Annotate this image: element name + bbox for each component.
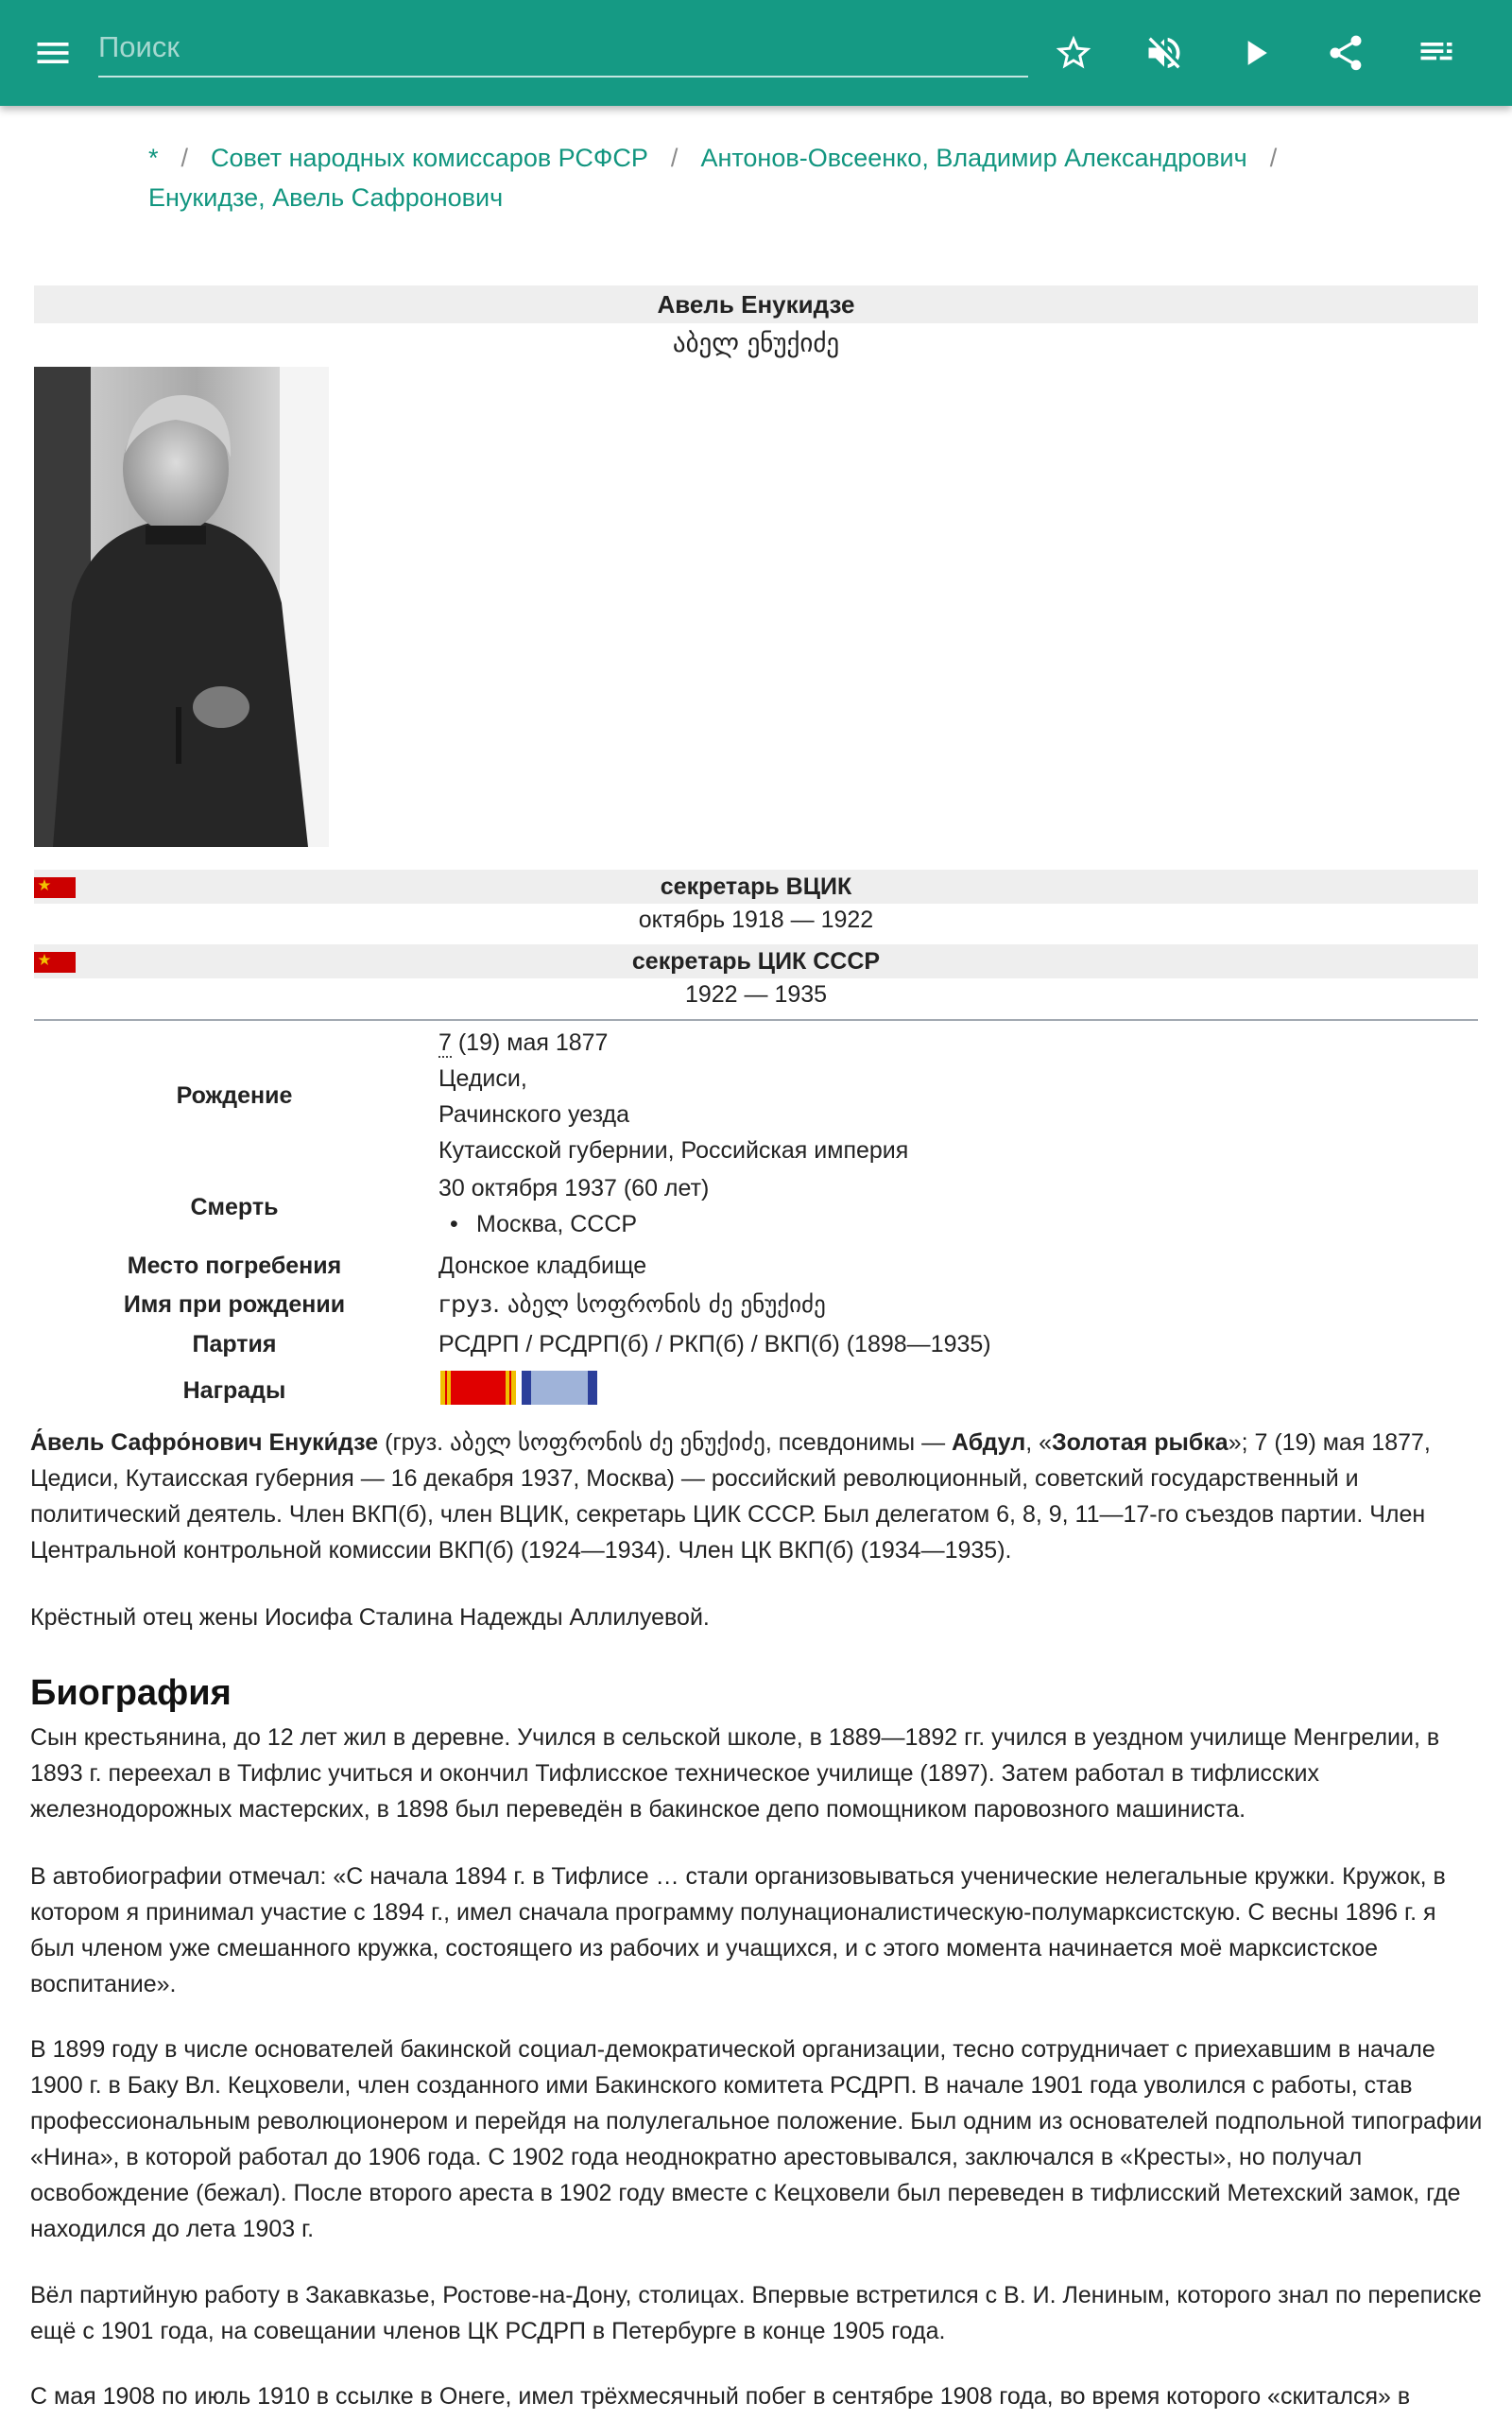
menu-icon[interactable] [23,23,83,83]
breadcrumb-item-antonov[interactable]: Антонов-Овсеенко, Владимир Александрович [700,144,1247,172]
infobox-native-name: აბელ ენუქიძე [672,329,840,358]
label-birth-name: Имя при рождении [123,1291,346,1318]
bio-paragraph: Вёл партийную работу в Закавказье, Ростове-на-Дону, столицах. Впервые встретился с В. И. Лениным, которого знал по переписке ещё с 1901 года, на совещании членов ЦК РСДРП в Петербурге в конце 1905 года. [30,2282,1482,2344]
bio-paragraph: С мая 1908 по июль 1910 в ссылке в Онеге, имел трёхмесячный побег в сентябре 1908 года, во время которого «скитался» в [30,2383,1411,2410]
ussr-flag-icon [34,952,76,973]
value-birth-name: груз. აბელ სოფრონის ძე ენუქიძე [438,1290,826,1318]
post-header-tsik [34,944,1478,978]
intro-text: »; 7 (19) мая 1877, Цедиси, Кутаисская губерния — 16 декабря 1937, Москва) — российский революционный, советский государственный и политический деятель. Член ВКП(б), член ВЦИК, секретарь ЦИК СССР. Был делегатом 6, 8, 9, 11—17-го съездов партии. Член Центральной контрольной комиссии ВКП(б) (1924—1934). Член ЦК ВКП(б) (1934—1935). [30,1429,1431,1564]
order-of-lenin-ribbon[interactable] [440,1371,516,1405]
post-title-tsik: секретарь ЦИК СССР [631,948,881,975]
bio-paragraph: В 1899 году в числе основателей бакинской социал-демократической организации, тесно сотрудничает с приехавшим в начале 1900 г. в Баку Вл. Кецховели, член созданного ими Бакинского комитета РСДРП. В начале 1901 года уволился с работы, став профессиональным революционером и перейдя на полулегальное положение. Был одним из основателей подпольной типографии «Нина», в которой работал до 1906 года. С 1902 года неоднократно арестовывался, заключался в «Кресты», но получал освобождение (бежал). После второго ареста в 1902 году вместе с Кецховели был переведен в тифлисский Метехский замок, где находился до лета 1903 г. [30,2036,1483,2242]
alias-abdul: Абдул [952,1429,1026,1456]
share-icon[interactable] [1315,23,1376,83]
star-outline-icon[interactable] [1043,23,1104,83]
value-death [438,1170,1478,1242]
death-place: • Москва, СССР [438,1206,1478,1242]
app-toolbar [0,0,1512,106]
post-title-vtsik: секретарь ВЦИК [660,873,852,900]
value-birth [438,1025,1478,1168]
breadcrumb-item-current[interactable]: Енукидзе, Авель Сафронович [148,183,504,212]
post-period-vtsik: октябрь 1918 — 1922 [638,907,874,933]
post-header-vtsik [34,870,1478,904]
subject-name: А́вель Сафро́нович Енуки́дзе [30,1429,379,1456]
rsfsr-flag-icon [34,877,76,898]
birth-place-line: Рачинского уезда [438,1101,630,1128]
play-icon[interactable] [1225,23,1285,83]
intro-text: , « [1025,1429,1053,1456]
breadcrumb [148,138,1367,217]
godfather-paragraph: Крёстный отец жены Иосифа Сталина Надежды Аллилуевой. [30,1604,710,1631]
intro-paragraph [30,1425,1486,1568]
breadcrumb-item-root[interactable]: * [148,144,159,172]
label-birth: Рождение [176,1082,293,1109]
value-party: РСДРП / РСДРП(б) / РКП(б) / ВКП(б) (1898—1935) [438,1331,991,1357]
breadcrumb-item-sovnarkom[interactable]: Совет народных комиссаров РСФСР [211,144,648,172]
birth-day-link[interactable]: 7 [438,1029,452,1056]
label-burial: Место погребения [127,1253,342,1279]
birth-place-line: Цедиси, [438,1065,527,1092]
playlist-icon[interactable] [1406,23,1467,83]
post-period-tsik: 1922 — 1935 [684,981,828,1008]
label-party: Партия [192,1331,277,1357]
label-awards: Награды [182,1377,286,1404]
value-burial: Донское кладбище [438,1253,647,1279]
breadcrumb-separator: / [180,144,189,172]
portrait-photo[interactable] [34,367,329,847]
infobox-title: Авель Енукидзе [34,285,1478,323]
bio-paragraph: Сын крестьянина, до 12 лет жил в деревне. Учился в сельской школе, в 1889—1892 гг. учился в уездном училище Менгрелии, в 1893 г. переехал в Тифлис учиться и окончил Тифлисское техническое училище (1897). Затем работал в тифлисских железнодорожных мастерских, в 1898 был переведён в бакинское депо помощником паровозного машиниста. [30,1724,1440,1823]
search-field[interactable] [98,21,1028,78]
order-red-banner-labour-ribbon[interactable] [522,1371,597,1405]
birth-date-rest: (19) мая 1877 [451,1029,609,1056]
volume-off-icon[interactable] [1134,23,1194,83]
infobox-divider [34,1019,1478,1021]
death-date: 30 октября 1937 (60 лет) [438,1175,710,1201]
bio-paragraph: В автобиографии отмечал: «С начала 1894 г. в Тифлисе … стали организовываться ученические нелегальные кружки. Кружок, в котором я принимал участие с 1894 г., имел сначала программу полунационалистическую-полумарксистскую. С весны 1896 г. я был членом уже смешанного кружка, состоящего из рабочих и учащихся, и с этого момента начинается моё марксистское воспитание». [30,1863,1446,1997]
birth-place-line: Кутаисской губернии, Российская империя [438,1137,909,1164]
search-input[interactable] [98,21,1028,74]
label-death: Смерть [190,1194,279,1220]
section-heading-biography: Биография [30,1673,232,1713]
intro-text: (груз. აბელ სოფრონის ძე ენუქიძე, псевдонимы — [378,1429,953,1456]
alias-golden-fish: Золотая рыбка [1052,1429,1228,1456]
breadcrumb-separator: / [670,144,679,172]
breadcrumb-separator: / [1269,144,1278,172]
